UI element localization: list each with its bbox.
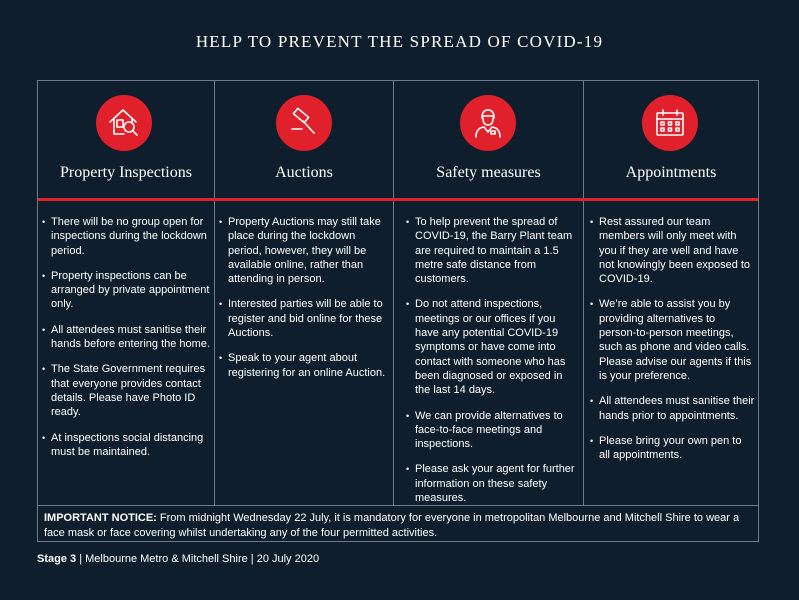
column-auctions: [215, 81, 393, 505]
list-item: • There will be no group open for inspections during the lockdown period.: [42, 215, 210, 258]
list-item: • All attendees must sanitise their hands before entering the home.: [42, 323, 210, 352]
list-item: • To help prevent the spread of COVID-19, the Barry Plant team are required to maintain a 1.5 metre safe distance from customers.: [406, 215, 579, 286]
list-item: • Property Auctions may still take place during the lockdown period, however, they will be available online, rather than attending in person.: [219, 215, 389, 286]
list-item: • We’re able to assist you by providing alternatives to person-to-person meetings, such as phone and video calls. Please advise our agents if this is your preference.: [590, 297, 755, 383]
list-item: • The State Government requires that everyone provides contact details. Please have Photo ID ready.: [42, 362, 210, 419]
list-item: • At inspections social distancing must be maintained.: [42, 431, 210, 460]
notice-text: From midnight Wednesday 22 July, it is mandatory for everyone in metropolitan Melbourne and Mitchell Shire to wear a face mask or face covering whilst undertaking any of the four permitted activities.: [44, 512, 740, 539]
important-notice: [44, 511, 756, 541]
calendar-icon: [642, 95, 698, 151]
column-heading: Safety measures: [436, 164, 541, 181]
notice-separator: [38, 505, 758, 506]
column-safety-measures: [394, 81, 583, 505]
list-item: • Rest assured our team members will only meet with you if they are well and have not knowingly been exposed to COVID-19.: [590, 215, 755, 286]
footer: [37, 553, 319, 565]
list-item: • Interested parties will be able to register and bid online for these Auctions.: [219, 297, 389, 340]
page-title: HELP TO PREVENT THE SPREAD OF COVID-19: [195, 32, 604, 51]
person-icon: [460, 95, 516, 151]
list-item: • Please bring your own pen to all appointments.: [590, 434, 755, 463]
bullet-list: [590, 215, 755, 473]
column-heading: Appointments: [625, 164, 717, 181]
column-heading: Auctions: [275, 164, 333, 181]
gavel-icon: [276, 95, 332, 151]
notice-label: IMPORTANT NOTICE:: [44, 512, 157, 524]
house-magnifier-icon: [96, 95, 152, 151]
footer-stage: Stage 3: [37, 553, 77, 565]
bullet-list: [42, 215, 210, 470]
list-item: • Speak to your agent about registering for an online Auction.: [219, 351, 389, 380]
bullet-list: [406, 215, 579, 516]
footer-details: | Melbourne Metro & Mitchell Shire | 20 July 2020: [76, 553, 320, 565]
column-property-inspections: [38, 81, 214, 505]
list-item: • All attendees must sanitise their hands prior to appointments.: [590, 394, 755, 423]
info-table: [37, 80, 759, 542]
list-item: • Do not attend inspections, meetings or our offices if you have any potential COVID-19 symptoms or have come into contact with someone who has been diagnosed or exposed in the last 14 days.: [406, 297, 579, 397]
bullet-list: [219, 215, 389, 391]
column-heading: Property Inspections: [60, 164, 192, 181]
column-appointments: [584, 81, 758, 505]
list-item: • Property inspections can be arranged by private appointment only.: [42, 269, 210, 312]
list-item: • We can provide alternatives to face-to-face meetings and inspections.: [406, 409, 579, 452]
list-item: • Please ask your agent for further information on these safety measures.: [406, 462, 579, 505]
